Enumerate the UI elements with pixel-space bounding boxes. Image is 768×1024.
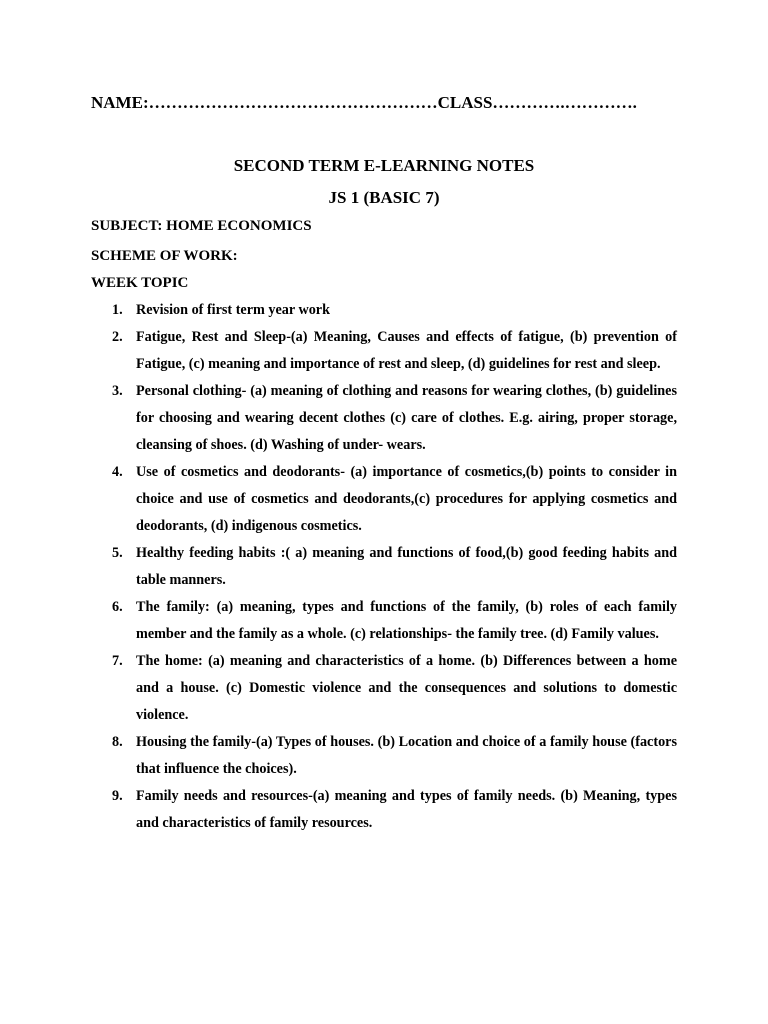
week-topic-header: WEEK TOPIC — [91, 275, 189, 291]
scheme-of-work-label: SCHEME OF WORK: — [91, 248, 238, 264]
topic-item-5 — [91, 540, 677, 594]
topic-text: Family needs and resources-(a) meaning and types of family needs. (b) Meaning, types and characteristics of family resources. — [136, 788, 677, 831]
topic-text: Revision of first term year work — [136, 302, 330, 318]
topic-number: 7. — [112, 653, 123, 669]
topic-number: 4. — [112, 464, 123, 480]
class-level-heading: JS 1 (BASIC 7) — [328, 188, 440, 207]
topic-item-7 — [91, 648, 677, 729]
topic-text: Housing the family-(a) Types of houses. (b) Location and choice of a family house (factors that influence the choices). — [136, 734, 677, 777]
topic-text: The family: (a) meaning, types and functions of the family, (b) roles of each family member and the family as a whole. (c) relationships- the family tree. (d) Family values. — [136, 599, 677, 642]
topic-number: 2. — [112, 329, 123, 345]
topic-number: 9. — [112, 788, 123, 804]
topic-item-1 — [91, 297, 677, 324]
topic-number: 3. — [112, 383, 123, 399]
topic-item-9 — [91, 783, 677, 837]
topic-item-8 — [91, 729, 677, 783]
topic-item-4 — [91, 459, 677, 540]
topic-item-2 — [91, 324, 677, 378]
topic-text: Fatigue, Rest and Sleep-(a) Meaning, Causes and effects of fatigue, (b) prevention of Fatigue, (c) meaning and importance of rest and sleep, (d) guidelines for rest and sleep. — [136, 329, 677, 372]
topic-text: Healthy feeding habits :( a) meaning and functions of food,(b) good feeding habits and table manners. — [136, 545, 677, 588]
topic-list — [91, 297, 677, 837]
topic-text: The home: (a) meaning and characteristics of a home. (b) Differences between a home and a house. (c) Domestic violence and the consequences and solutions to domestic violence. — [136, 653, 677, 723]
topic-number: 1. — [112, 302, 123, 318]
name-class-line: NAME:……………………………………………CLASS………….…………. — [91, 93, 637, 112]
topic-text: Use of cosmetics and deodorants- (a) importance of cosmetics,(b) points to consider in choice and use of cosmetics and deodorants,(c) procedures for applying cosmetics and deodorants, (d) indigenous cosmetics. — [136, 464, 677, 534]
topic-number: 6. — [112, 599, 123, 615]
subject-line: SUBJECT: HOME ECONOMICS — [91, 218, 312, 234]
document-title: SECOND TERM E-LEARNING NOTES — [233, 156, 535, 175]
topic-item-6 — [91, 594, 677, 648]
topic-number: 5. — [112, 545, 123, 561]
topic-item-3 — [91, 378, 677, 459]
topic-text: Personal clothing- (a) meaning of clothing and reasons for wearing clothes, (b) guidelines for choosing and wearing decent clothes (c) care of clothes. E.g. airing, proper storage, cleansing of shoes. (d) Washing of under- wears. — [136, 383, 677, 453]
topic-number: 8. — [112, 734, 123, 750]
